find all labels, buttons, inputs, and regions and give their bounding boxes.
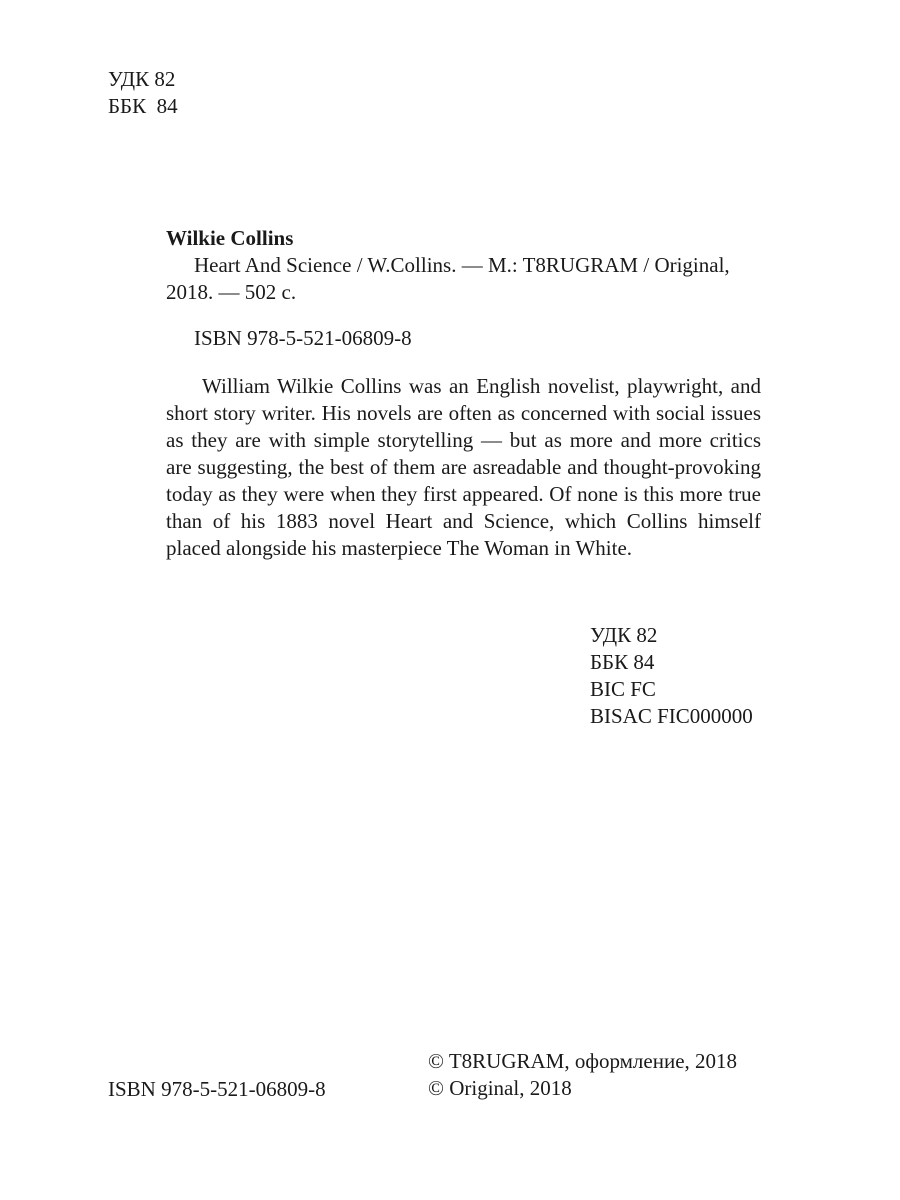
footer-isbn [108,1076,326,1103]
classification-codes [590,622,753,730]
bbk-code: ББК 84 [108,94,178,118]
udk-code: УДК 82 [590,623,658,647]
catalog-card [166,225,761,562]
book-annotation: William Wilkie Collins was an English novelist, playwright, and short story writer. His novels are often as concerned with social issues as they are with simple storytelling — but as more and more critics are suggesting, the best of them are asreadable and thought-provoking today as they were when they first appeared. Of none is this more true than of his 1883 novel Heart and Science, which Collins himself placed alongside his masterpiece The Woman in White. [166,374,761,560]
copyright-design: © T8RUGRAM, оформление, 2018 [428,1049,738,1073]
top-classification-codes [108,66,178,120]
bibliographic-entry: Heart And Science / W.Collins. — M.: T8RUGRAM / Original, 2018. — 502 c. [166,253,730,304]
copyright-notices [428,1048,737,1102]
copyright-original: © Original, 2018 [428,1076,572,1100]
bic-code: BIC FC [590,677,656,701]
udk-code: УДК 82 [108,67,176,91]
author-name: Wilkie Collins [166,226,294,250]
isbn-line: ISBN 978-5-521-06809-8 [194,326,412,350]
bbk-code: ББК 84 [590,650,655,674]
isbn-line: ISBN 978-5-521-06809-8 [108,1077,326,1101]
bisac-code: BISAC FIC000000 [590,704,753,728]
